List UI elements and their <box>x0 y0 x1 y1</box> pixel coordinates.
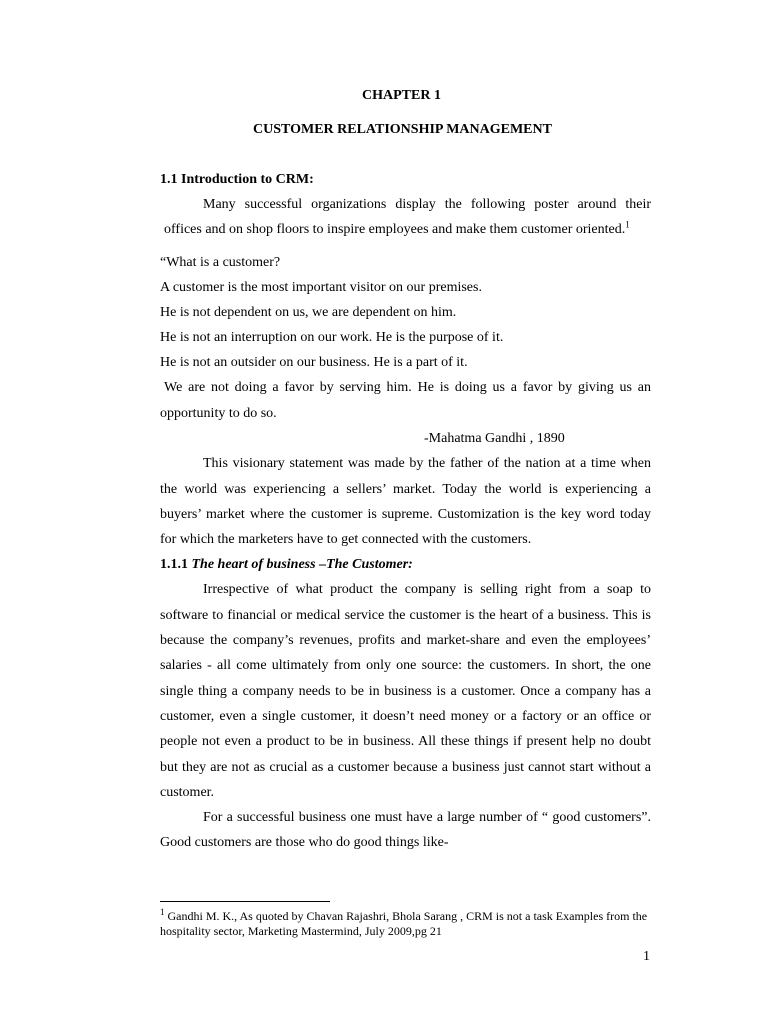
footnote-reference: 1 <box>625 219 630 230</box>
intro-line-1: Many successful organizations display the following poster around their <box>203 197 651 212</box>
paragraph-line: the world was experiencing a sellers’ market. Today the world is experiencing a <box>160 482 651 497</box>
paragraph-line: For a successful business one must have a large number of “ good customers”. <box>203 810 651 825</box>
section-number: 1.1.1 <box>160 557 188 572</box>
paragraph-line: Irrespective of what product the company is selling right from a soap to <box>203 582 651 597</box>
quote-line: He is not dependent on us, we are dependent on him. <box>160 305 457 320</box>
section-heading-1-1-1 <box>160 558 413 572</box>
paragraph-line: buyers’ market where the customer is supreme. Customization is the key word today <box>160 507 651 522</box>
paragraph-line: customer, even a single customer, it doesn’t need money or a factory or an office or <box>160 709 651 724</box>
chapter-label: CHAPTER 1 <box>362 88 441 103</box>
page-number: 1 <box>643 949 650 964</box>
quote-line: He is not an outsider on our business. He is a part of it. <box>160 355 468 370</box>
paragraph-line: software to financial or medical service the customer is the heart of a business. This is <box>160 608 651 623</box>
quote-line: A customer is the most important visitor on our premises. <box>160 280 482 295</box>
paragraph-line: people not even a product to be in business. All these things if present help no doubt <box>160 734 651 749</box>
paragraph-line: This visionary statement was made by the father of the nation at a time when <box>203 456 651 471</box>
paragraph-line: customer. <box>160 785 215 800</box>
paragraph-line: for which the marketers have to get connected with the customers. <box>160 532 532 547</box>
paragraph-line: salaries - all come ultimately from only one source: the customers. In short, the one <box>160 658 651 673</box>
footnote-line-1 <box>160 907 648 923</box>
footnote-marker: 1 <box>160 907 165 917</box>
paragraph-line: single thing a company needs to be in business is a customer. Once a company has a <box>160 684 651 699</box>
quote-line: We are not doing a favor by serving him. He is doing us a favor by giving us an <box>164 380 651 395</box>
intro-line-2 <box>164 219 630 237</box>
footnote-text-1: Gandhi M. K., As quoted by Chavan Rajashri, Bhola Sarang , CRM is not a task Examples from the <box>164 909 648 923</box>
quote-line: opportunity to do so. <box>160 406 277 421</box>
section-title: The heart of business –The Customer: <box>191 557 413 572</box>
chapter-title: CUSTOMER RELATIONSHIP MANAGEMENT <box>253 122 552 137</box>
section-heading-1-1: 1.1 Introduction to CRM: <box>160 172 314 187</box>
footnote-line-2: hospitality sector, Marketing Mastermind, July 2009,pg 21 <box>160 924 442 938</box>
intro-line-2-text: offices and on shop floors to inspire employees and make them customer oriented. <box>164 222 626 237</box>
paragraph-line: Good customers are those who do good things like- <box>160 835 449 850</box>
paragraph-line: because the company’s revenues, profits and market-share and even the employees’ <box>160 633 651 648</box>
quote-line: “What is a customer? <box>160 255 281 270</box>
footnote-separator <box>160 901 330 902</box>
paragraph-line: but they are not as crucial as a customer because a business just cannot start without a <box>160 760 651 775</box>
quote-attribution: -Mahatma Gandhi , 1890 <box>424 431 565 446</box>
quote-line: He is not an interruption on our work. He is the purpose of it. <box>160 330 504 345</box>
